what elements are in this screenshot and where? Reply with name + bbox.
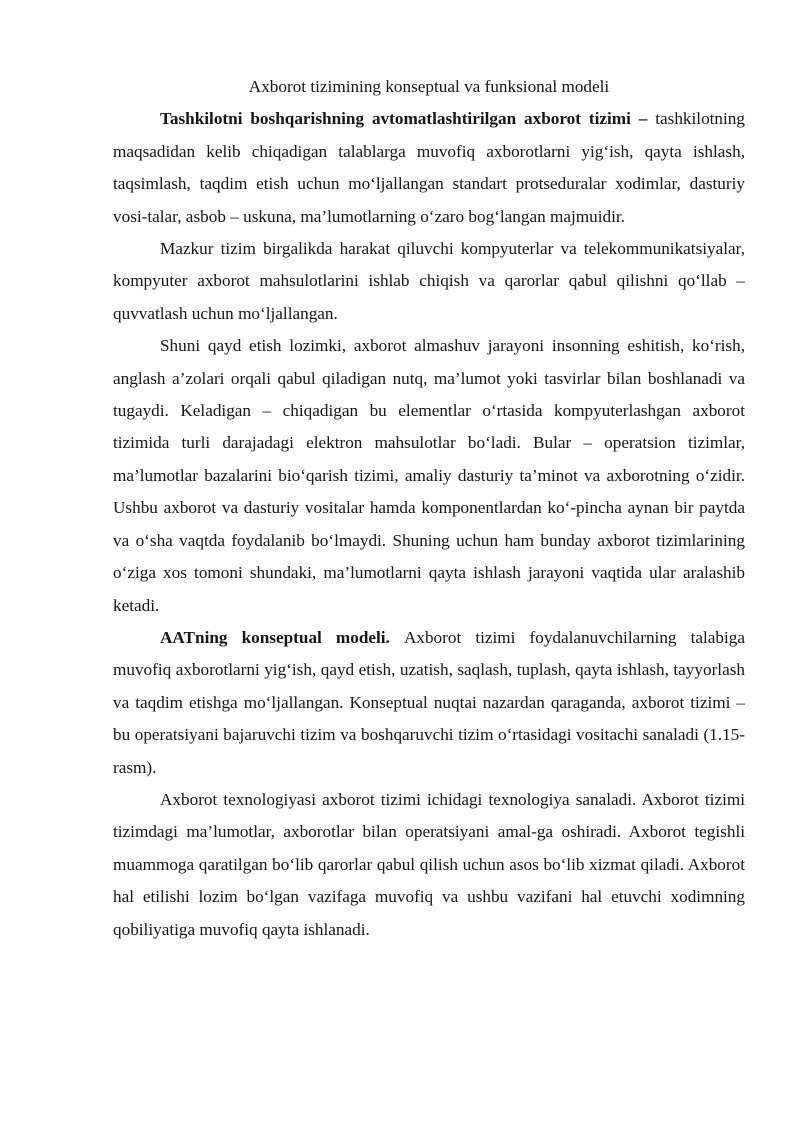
paragraph-2-text: Mazkur tizim birgalikda harakat qiluvchi kompyuterlar va telekommunikatsiyalar, kompyuter axborot mahsulotlarini ishlab chiqish va qarorlar qabul qilishni qo‘llab – quvvatlash uchun mo‘ljallangan. — [113, 239, 745, 323]
document-content — [113, 71, 745, 946]
paragraph-3-text: Shuni qayd etish lozimki, axborot almashuv jarayoni insonning eshitish, ko‘rish, anglash a’zolari orqali qabul qiladigan nutq, ma’lumot yoki tasvirlar bilan boshlanadi va tugaydi. Keladigan – chiqadigan bu elementlar o‘rtasida kompyuterlashgan axborot tizimida turli darajadagi elektron mahsulotlar bo‘ladi. Bular – operatsion tizimlar, ma’lumotlar bazalarini bio‘qarish tizimi, amaliy dasturiy ta’minot va axborotning o‘zidir. Ushbu axborot va dasturiy vositalar hamda komponentlardan ko‘-pincha aynan bir paytda va o‘sha vaqtda foydalanib bo‘lmaydi. Shuning uchun ham bunday axborot tizimlarining o‘ziga xos tomoni shundaki, ma’lumotlarni qayta ishlash jarayoni vaqtida ular aralashib ketadi. — [113, 336, 745, 615]
paragraph-4-text: Axborot tizimi foydalanuvchilarning talabiga muvofiq axborotlarni yig‘ish, qayd etish, uzatish, saqlash, tuplash, qayta ishlash, tayyorlash va taqdim etishga mo‘ljallangan. Konseptual nuqtai nazardan qaraganda, axborot tizimi – bu operatsiyani bajaruvchi tizim va boshqaruvchi tizim o‘rtasidagi vositachi sanaladi (1.15-rasm). — [113, 627, 745, 777]
paragraph-5-text: Axborot texnologiyasi axborot tizimi ichidagi texnologiya sanaladi. Axborot tizimi tizimdagi ma’lumotlar, axborotlar bilan operatsiyani amal-ga oshiradi. Axborot tegishli muammoga qaratilgan bo‘lib qarorlar qabul qilish uchun asos bo‘lib xizmat qiladi. Axborot hal etilishi lozim bo‘lgan vazifaga muvofiq va ushbu vazifani hal etuvchi xodimning qobiliyatiga muvofiq qayta ishlanadi. — [113, 789, 745, 939]
paragraph-1-lead: Tashkilotni boshqarishning avtomatlashtirilgan axborot tizimi – — [160, 109, 656, 129]
paragraph-3 — [113, 330, 745, 622]
paragraph-4-lead: AATning konseptual modeli. — [160, 627, 404, 647]
paragraph-4 — [113, 622, 745, 784]
paragraph-2 — [113, 233, 745, 330]
page-title: Axborot tizimining konseptual va funksional modeli — [248, 77, 610, 96]
paragraph-1-text: tashkilotning maqsadidan kelib chiqadigan talablarga muvofiq axborotlarni yig‘ish, qayta ishlash, taqsimlash, taqdim etish uchun mo‘ljallangan standart protseduralar xodimlar, dasturiy vosi-talar, asbob – uskuna, ma’lumotlarning o‘zaro bog‘langan majmuidir. — [113, 109, 745, 226]
paragraph-5 — [113, 784, 745, 946]
paragraph-1 — [113, 103, 745, 233]
